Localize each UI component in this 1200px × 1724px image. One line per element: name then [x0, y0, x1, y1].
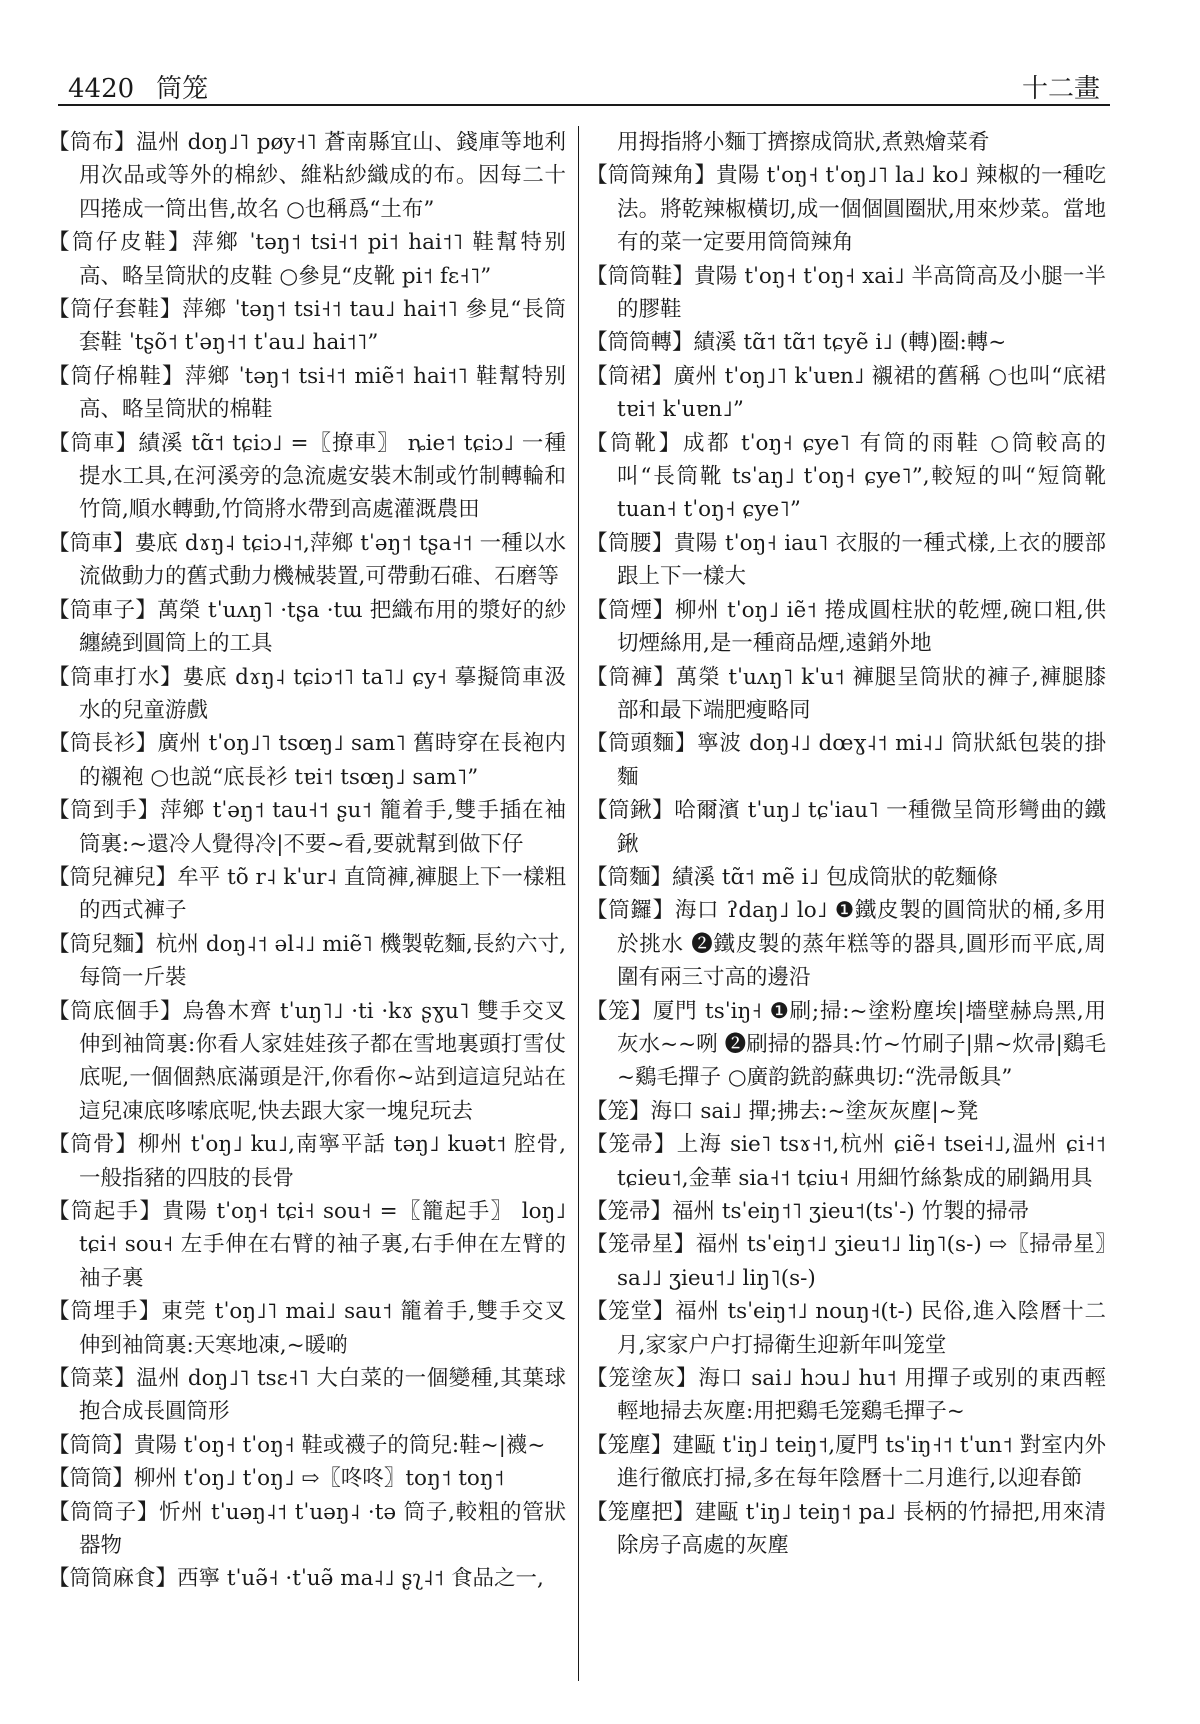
dictionary-entry [48, 861, 566, 928]
page-chars: 筒笼 [156, 74, 209, 104]
entry-headword: 【筒車】 [48, 430, 139, 456]
entry-definition: 海口 sai˩ 撣;拂去:~塗灰灰塵|~凳 [650, 1098, 979, 1124]
entry-headword: 【筒靴】 [586, 430, 683, 456]
section-label: 十二畫 [1021, 74, 1100, 104]
entry-definition: 寧波 doŋ˨˩ dœɣ˨˦ mi˨˩ 筒狀紙包裝的掛麵 [617, 731, 1106, 790]
entry-headword: 【筒起手】 [48, 1199, 163, 1224]
entry-definition: 貴陽 tˈoŋ˧ iau˥ 衣服的一種式樣,上衣的腰部跟上下一樣大 [617, 530, 1106, 590]
entry-headword: 【笼】 [586, 1098, 651, 1124]
entry-headword: 【筒長衫】 [48, 731, 158, 757]
entry-definition: 杭州 doŋ˨˦ əl˨˩ miẽ˥ 機製乾麵,長約六寸,每筒一斤裝 [79, 931, 566, 991]
entry-definition: 萍鄉 ˈtəŋ˦ tsi˧˦ tau˩ hai˦˥ 參見“長筒套鞋 ˈtʂõ˦ tˈəŋ˧˦ tˈau˩ hai˦˥” [79, 297, 566, 356]
entry-headword: 【筒腰】 [586, 530, 674, 556]
dictionary-entry [48, 293, 566, 360]
dictionary-entry [48, 794, 566, 861]
header-rule [58, 104, 1110, 106]
entry-headword: 【筒布】 [48, 130, 137, 155]
entry-definition: 海口 sai˩ hɔu˩ hu˦ 用撣子或别的東西輕輕地掃去灰塵:用把鷄毛笼鷄毛撣子~ [617, 1366, 1106, 1425]
dictionary-entry [48, 727, 566, 794]
dictionary-entry [586, 360, 1106, 427]
entry-headword: 【筒裙】 [586, 363, 674, 389]
dictionary-entry [48, 527, 566, 594]
entry-headword: 【筒到手】 [48, 798, 161, 824]
entry-definition: 萬榮 tˈuʌŋ˥ kˈu˦ 褲腿呈筒狀的褲子,褲腿膝部和最下端肥瘦略同 [617, 664, 1106, 723]
entry-definition: 廣州 tˈoŋ˩˥ kˈuɐn˩ 襯裙的舊稱 ○也叫“底裙 tɐi˦ kˈuɐn˩” [617, 363, 1106, 423]
page-header [58, 62, 1110, 106]
entry-headword: 【筒骨】 [48, 1132, 139, 1158]
dictionary-entry [48, 1128, 566, 1195]
entry-headword: 【筒仔棉鞋】 [48, 363, 185, 389]
dictionary-entry [48, 995, 566, 1129]
entry-definition: 績溪 tɑ̃˦ tɕiɔ˩ =〖撩車〗 ȵie˦ tɕiɔ˩ 一種提水工具,在河溪旁的急流處安裝木制或竹制轉輪和竹筒,順水轉動,竹筒將水帶到高處灌溉農田 [79, 430, 566, 523]
column-divider [578, 126, 579, 1681]
dictionary-entry [48, 1429, 566, 1462]
dictionary-entry [586, 326, 1106, 359]
entry-definition: 温州 doŋ˩˥ pøy˧˥ 蒼南縣宜山、錢庫等地利用次品或等外的棉紗、維粘紗織成的布。因每二十四捲成一筒出售,故名 ○也稱爲“土布” [79, 130, 566, 222]
dictionary-entry [586, 1195, 1106, 1228]
entry-definition: 廣州 tˈoŋ˩˥ tsœŋ˩ sam˥ 舊時穿在長袍内的襯袍 ○也説“底長衫 tɐi˦ tsœŋ˩ sam˥” [79, 731, 566, 790]
dictionary-entry [48, 661, 566, 728]
dictionary-entry [586, 894, 1106, 994]
entry-definition: 柳州 tˈoŋ˩ tˈoŋ˩ ⇨〖咚咚〗toŋ˦ toŋ˦ [134, 1466, 505, 1492]
dictionary-entry [48, 360, 566, 427]
entry-headword: 【筒車打水】 [48, 664, 183, 690]
dictionary-entry [48, 226, 566, 293]
left-column [48, 126, 566, 1696]
entry-definition: 上海 sie˥ tsɤ˧˦,杭州 ɕiẽ˧ tsei˧˩,温州 ɕi˧˦ tɕieu˦,金華 sia˧˦ tɕiu˧ 用細竹絲紮成的刷鍋用具 [617, 1132, 1106, 1191]
entry-definition: 柳州 tˈoŋ˩ iẽ˦ 捲成圓柱狀的乾煙,碗口粗,供切煙絲用,是一種商品煙,遠銷外地 [617, 597, 1106, 657]
entry-definition: 貴陽 tˈoŋ˧ tɕi˧ sou˧ =〖籠起手〗 loŋ˩ tɕi˧ sou˧ 左手伸在右臂的袖子裏,右手伸在左臂的袖子裏 [79, 1199, 566, 1291]
entry-definition: 萬榮 tˈuʌŋ˥ ·tʂa ·tɯ 把織布用的漿好的紗纏繞到圓筒上的工具 [79, 597, 566, 657]
entry-headword: 【筒煙】 [586, 597, 676, 623]
entry-headword: 【笼塵】 [586, 1432, 673, 1458]
entry-headword: 【笼塗灰】 [586, 1366, 699, 1392]
entry-headword: 【筒底個手】 [48, 998, 183, 1024]
entry-headword: 【筒筒】 [48, 1466, 135, 1492]
entry-definition: 厦門 tsˈiŋ˧ ❶刷;掃:~塗粉塵埃|墻壁赫烏黑,用灰水~~咧 ❷刷掃的器具:竹~竹刷子|鼎~炊帚|鷄毛~鷄毛撣子 ○廣韵銑韵蘇典切:“洗帚飯具” [617, 998, 1106, 1091]
entry-headword: 【筒筒轉】 [586, 330, 694, 356]
entry-definition: 西寧 tˈuə̃˧ ·tˈuə̃ ma˨˩ ʂʅ˨˦ 食品之一, [177, 1566, 544, 1592]
entry-headword: 【笼帚】 [586, 1132, 677, 1158]
dictionary-entry [586, 260, 1106, 327]
entry-headword: 【筒鍬】 [586, 798, 675, 824]
entry-definition: 績溪 tɑ̃˦ tɑ̃˦ tɕyẽ i˩ (轉)圈:轉~ [693, 330, 1007, 356]
entry-definition: 哈爾濱 tˈuŋ˩ tɕˈiau˥ 一種微呈筒形彎曲的鐵鍬 [617, 798, 1106, 857]
dictionary-entry [48, 1496, 566, 1563]
entry-headword: 【筒筒鞋】 [586, 263, 695, 289]
dictionary-entry [48, 1562, 566, 1595]
entry-continuation: 用拇指將小麵丁擠擦成筒狀,煮熟燴菜肴 [617, 130, 990, 155]
dictionary-entry [586, 995, 1106, 1095]
entry-definition: 柳州 tˈoŋ˩ ku˩,南寧平話 təŋ˩ kuət˦ 腔骨,一般指豬的四肢的長骨 [79, 1132, 566, 1191]
entry-headword: 【笼】 [586, 998, 653, 1024]
entry-headword: 【筒兒褲兒】 [48, 864, 178, 890]
dictionary-entry [586, 1295, 1106, 1362]
entry-headword: 【筒仔皮鞋】 [48, 230, 193, 256]
dictionary-entry [586, 861, 1106, 894]
entry-definition: 烏魯木齊 tˈuŋ˥˩ ·ti ·kɤ ʂɣu˥ 雙手交叉伸到袖筒裏:你看人家娃娃孩子都在雪地裏頭打雪仗底呢,一個個熱底滿頭是汗,你看你~站到這這兒站在這兒凍底哆嗦底呢,快去跟大家一塊兒玩去 [79, 998, 566, 1124]
dictionary-entry [586, 661, 1106, 728]
entry-headword: 【筒筒辣角】 [586, 163, 717, 189]
entry-definition: 東莞 tˈoŋ˩˥ mai˩ sau˦ 籠着手,雙手交叉伸到袖筒裏:天寒地凍,~暖啲 [79, 1299, 566, 1358]
entry-definition: 萍鄉 ˈtəŋ˦ tsi˧˦ miẽ˦ hai˦˥ 鞋幫特别高、略呈筒狀的棉鞋 [79, 363, 566, 423]
entry-definition: 成都 tˈoŋ˧ ɕye˥ 有筒的雨鞋 ○筒較高的叫“長筒靴 tsˈaŋ˩ tˈoŋ˧ ɕye˥”,較短的叫“短筒靴 tuan˧ tˈoŋ˧ ɕye˥” [617, 430, 1106, 523]
dictionary-entry [48, 1462, 566, 1495]
dictionary-entry [48, 594, 566, 661]
page-number: 4420 [68, 74, 135, 104]
header-left [68, 68, 208, 105]
entry-definition: 福州 tsˈeiŋ˦˥ ʒieu˦(tsˈ-) 竹製的掃帚 [672, 1199, 1030, 1224]
entry-definition: 福州 tsˈeiŋ˦˩ nouŋ˧(t-) 民俗,進入陰曆十二月,家家户户打掃衛生迎新年叫笼堂 [617, 1299, 1106, 1358]
entry-definition: 貴陽 tˈoŋ˧ tˈoŋ˩˥ la˩ ko˩ 辣椒的一種吃法。將乾辣椒橫切,成一個個圓圈狀,用來炒菜。當地有的菜一定要用筒筒辣角 [617, 163, 1106, 256]
dictionary-entry [586, 1496, 1106, 1563]
dictionary-entry [586, 1429, 1106, 1496]
entry-headword: 【筒筒】 [48, 1432, 135, 1458]
entry-definition: 温州 doŋ˩˥ tsɛ˧˥ 大白菜的一個變種,其葉球抱合成長圓筒形 [79, 1366, 566, 1425]
dictionary-entry [48, 1195, 566, 1295]
dictionary-entry [48, 1362, 566, 1429]
entry-definition: 牟平 tõ r˨ kˈur˨ 直筒褲,褲腿上下一樣粗的西式褲子 [79, 864, 566, 924]
dictionary-entry [48, 126, 566, 226]
entry-headword: 【笼帚】 [586, 1199, 673, 1224]
dictionary-entry [586, 427, 1106, 527]
entry-headword: 【笼帚星】 [586, 1232, 696, 1258]
dictionary-entry [586, 1128, 1106, 1195]
entry-definition: 忻州 tˈuəŋ˨˦ tˈuəŋ˨ ·tə 筒子,較粗的管狀器物 [79, 1499, 566, 1559]
entry-definition: 貴陽 tˈoŋ˧ tˈoŋ˧ xai˩ 半高筒高及小腿一半的膠鞋 [617, 263, 1106, 323]
entry-headword: 【筒筒麻食】 [48, 1566, 178, 1592]
entry-headword: 【筒車子】 [48, 597, 158, 623]
entry-definition: 海口 ʔdaŋ˩ lo˩ ❶鐵皮製的圓筒狀的桶,多用於挑水 ❷鐵皮製的蒸年糕等的器具,圓形而平底,周圍有兩三寸高的邊沿 [617, 898, 1106, 991]
entry-definition: 婁底 dɤŋ˨ tɕiɔ˨˦,萍鄉 tˈəŋ˦ tʂa˧˦ 一種以水流做動力的舊式動力機械裝置,可帶動石碓、石磨等 [79, 530, 566, 590]
entry-headword: 【筒頭麵】 [586, 731, 698, 757]
entry-headword: 【筒褲】 [586, 664, 676, 690]
entry-definition: 貴陽 tˈoŋ˧ tˈoŋ˧ 鞋或襪子的筒兒:鞋~|襪~ [134, 1432, 546, 1458]
entry-definition: 績溪 tɑ̃˦ mẽ i˩ 包成筒狀的乾麵條 [672, 864, 998, 890]
right-column [586, 126, 1106, 1696]
entry-definition: 福州 tsˈeiŋ˦˩ ʒieu˦˩ liŋ˥(s-) ⇨〖掃帚星〗sa˩˩ ʒieu˦˩ liŋ˥(s-) [617, 1232, 1106, 1291]
entry-headword: 【笼塵把】 [586, 1499, 696, 1525]
entry-headword: 【筒仔套鞋】 [48, 297, 183, 323]
dictionary-entry [48, 427, 566, 527]
entry-definition: 萍鄉 tˈəŋ˦ tau˧˦ ʂu˦ 籠着手,雙手插在袖筒裏:~還冷人覺得冷|不要~看,要就幫到做下仔 [79, 798, 566, 857]
entry-definition: 萍鄉 ˈtəŋ˦ tsi˧˦ pi˦ hai˦˥ 鞋幫特别高、略呈筒狀的皮鞋 ○參見“皮靴 pi˦ fɛ˧˥” [79, 230, 566, 289]
entry-headword: 【笼堂】 [586, 1299, 676, 1325]
entry-headword: 【筒埋手】 [48, 1299, 162, 1325]
dictionary-entry [48, 1295, 566, 1362]
dictionary-entry [586, 594, 1106, 661]
dictionary-entry [48, 928, 566, 995]
dictionary-entry [586, 527, 1106, 594]
dictionary-entry [586, 794, 1106, 861]
entry-headword: 【筒菜】 [48, 1366, 137, 1392]
entry-headword: 【筒兒麵】 [48, 931, 156, 957]
entry-headword: 【筒車】 [48, 530, 135, 556]
dictionary-entry [586, 1095, 1106, 1128]
entry-headword: 【筒筒子】 [48, 1499, 160, 1525]
entry-definition: 婁底 dɤŋ˨ tɕiɔ˦˥ ta˥˩ ɕy˧ 摹擬筒車汲水的兒童游戲 [79, 664, 566, 723]
entry-headword: 【筒麵】 [586, 864, 673, 890]
dictionary-entry [586, 1228, 1106, 1295]
entry-definition: 建甌 tˈiŋ˩ teiŋ˦,厦門 tsˈiŋ˧˦ tˈun˦ 對室内外進行徹底打掃,多在每年陰曆十二月進行,以迎春節 [617, 1432, 1106, 1492]
dictionary-entry [586, 727, 1106, 794]
dictionary-entry [586, 1362, 1106, 1429]
entry-definition: 建甌 tˈiŋ˩ teiŋ˦ pa˩ 長柄的竹掃把,用來清除房子高處的灰塵 [617, 1499, 1106, 1559]
dictionary-entry [586, 159, 1106, 259]
entry-headword: 【筒鑼】 [586, 898, 675, 924]
